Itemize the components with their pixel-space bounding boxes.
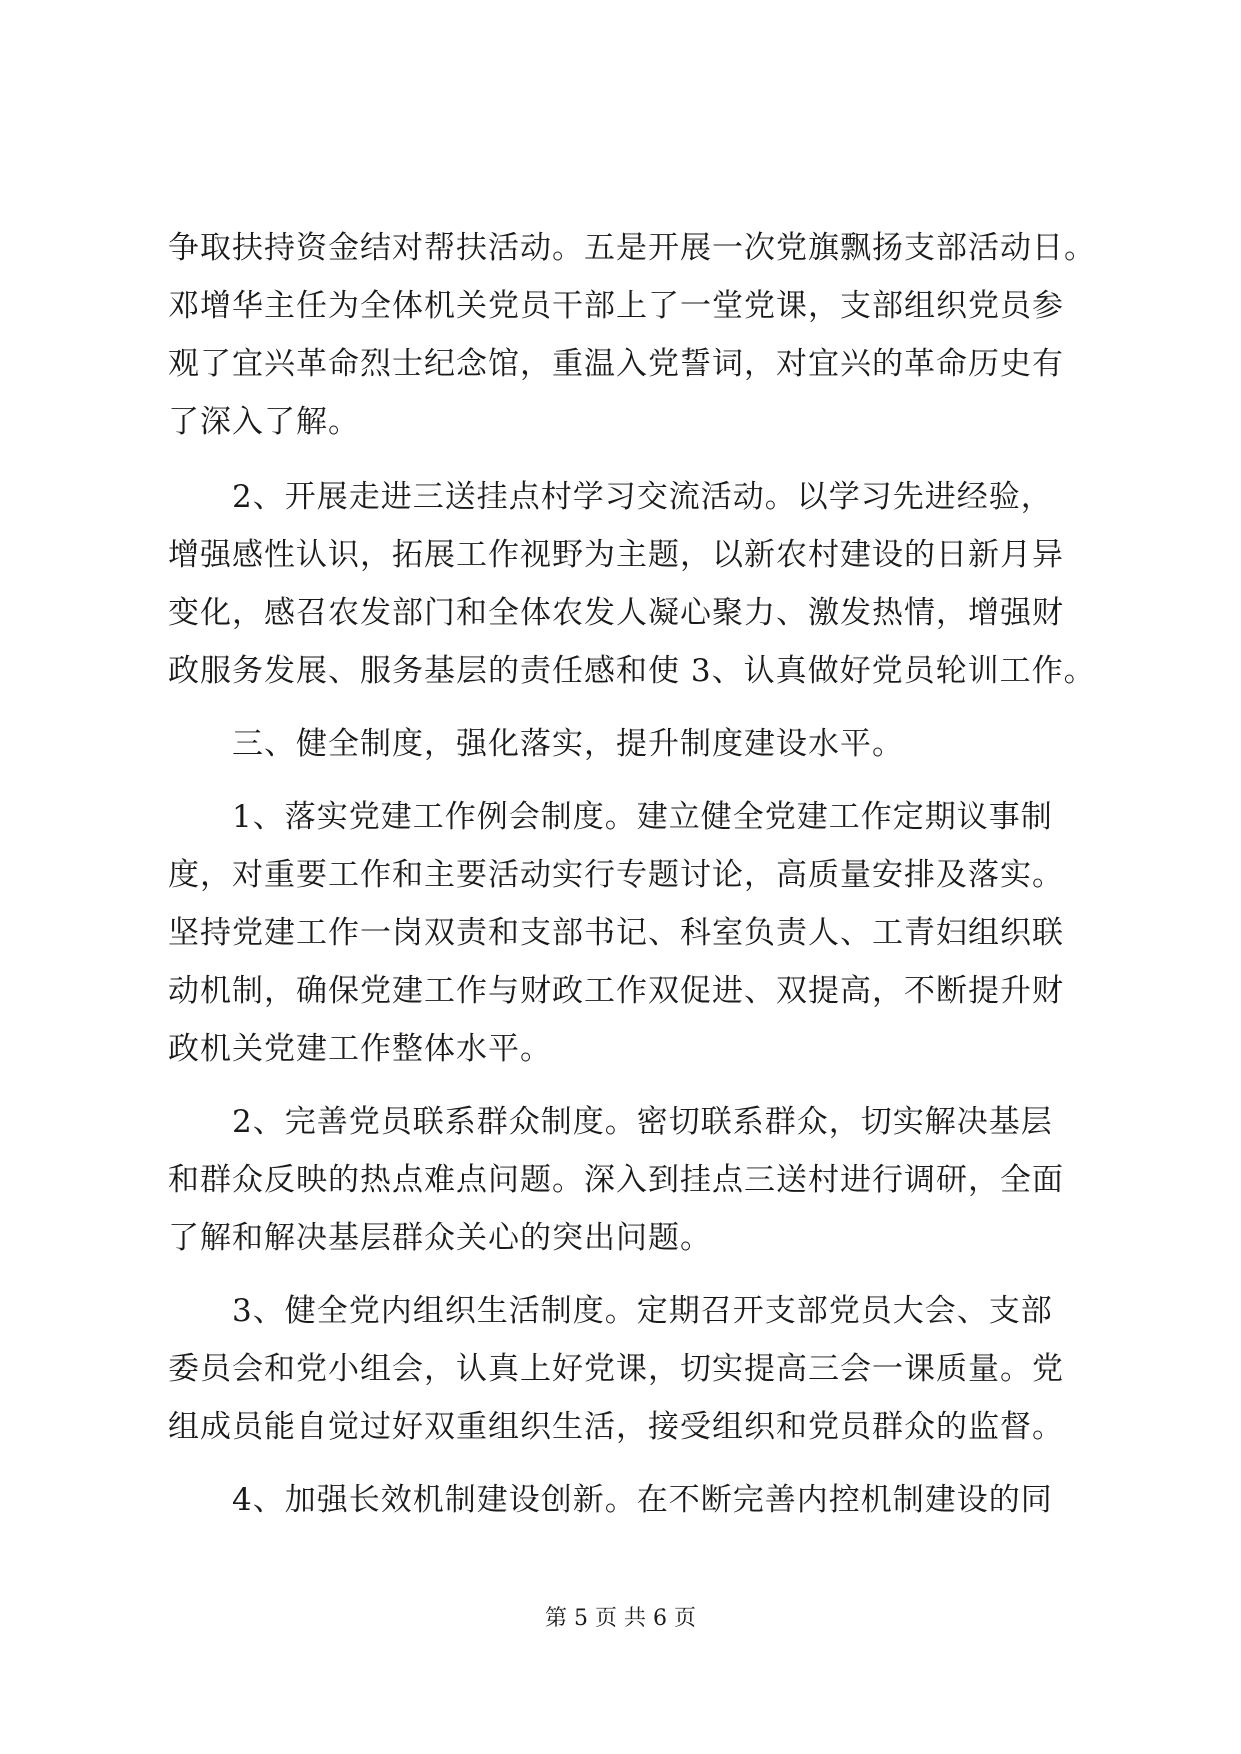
section-heading: 三、健全制度，强化落实，提升制度建设水平。 [168, 726, 904, 762]
text-line: 政服务发展、服务基层的责任感和使 3、认真做好党员轮训工作。 [168, 653, 1096, 689]
page-number-footer: 第 5 页 共 6 页 [545, 1606, 696, 1631]
text-line: 了解和解决基层群众关心的突出问题。 [168, 1220, 712, 1256]
text-line: 和群众反映的热点难点问题。深入到挂点三送村进行调研，全面 [168, 1162, 1064, 1198]
text-line: 争取扶持资金结对帮扶活动。五是开展一次党旗飘扬支部活动日。 [168, 230, 1096, 266]
text-line: 政机关党建工作整体水平。 [168, 1031, 552, 1067]
text-line: 3、健全党内组织生活制度。定期召开支部党员大会、支部 [168, 1293, 1053, 1329]
text-line: 2、开展走进三送挂点村学习交流活动。以学习先进经验， [168, 479, 1053, 515]
text-line: 动机制，确保党建工作与财政工作双促进、双提高，不断提升财 [168, 973, 1064, 1009]
text-line: 组成员能自觉过好双重组织生活，接受组织和党员群众的监督。 [168, 1409, 1064, 1445]
text-line: 坚持党建工作一岗双责和支部书记、科室负责人、工青妇组织联 [168, 915, 1064, 951]
text-line: 2、完善党员联系群众制度。密切联系群众，切实解决基层 [168, 1104, 1053, 1140]
text-line: 邓增华主任为全体机关党员干部上了一堂党课，支部组织党员参 [168, 288, 1064, 324]
text-line: 增强感性认识，拓展工作视野为主题，以新农村建设的日新月异 [168, 537, 1064, 573]
text-line: 了深入了解。 [168, 404, 360, 440]
text-line: 委员会和党小组会，认真上好党课，切实提高三会一课质量。党 [168, 1351, 1064, 1387]
text-line: 度，对重要工作和主要活动实行专题讨论，高质量安排及落实。 [168, 857, 1064, 893]
text-line: 观了宜兴革命烈士纪念馆，重温入党誓词，对宜兴的革命历史有 [168, 346, 1064, 382]
text-line: 变化，感召农发部门和全体农发人凝心聚力、激发热情，增强财 [168, 595, 1064, 631]
text-line: 4、加强长效机制建设创新。在不断完善内控机制建设的同 [168, 1482, 1053, 1518]
text-line: 1、落实党建工作例会制度。建立健全党建工作定期议事制 [168, 799, 1053, 835]
